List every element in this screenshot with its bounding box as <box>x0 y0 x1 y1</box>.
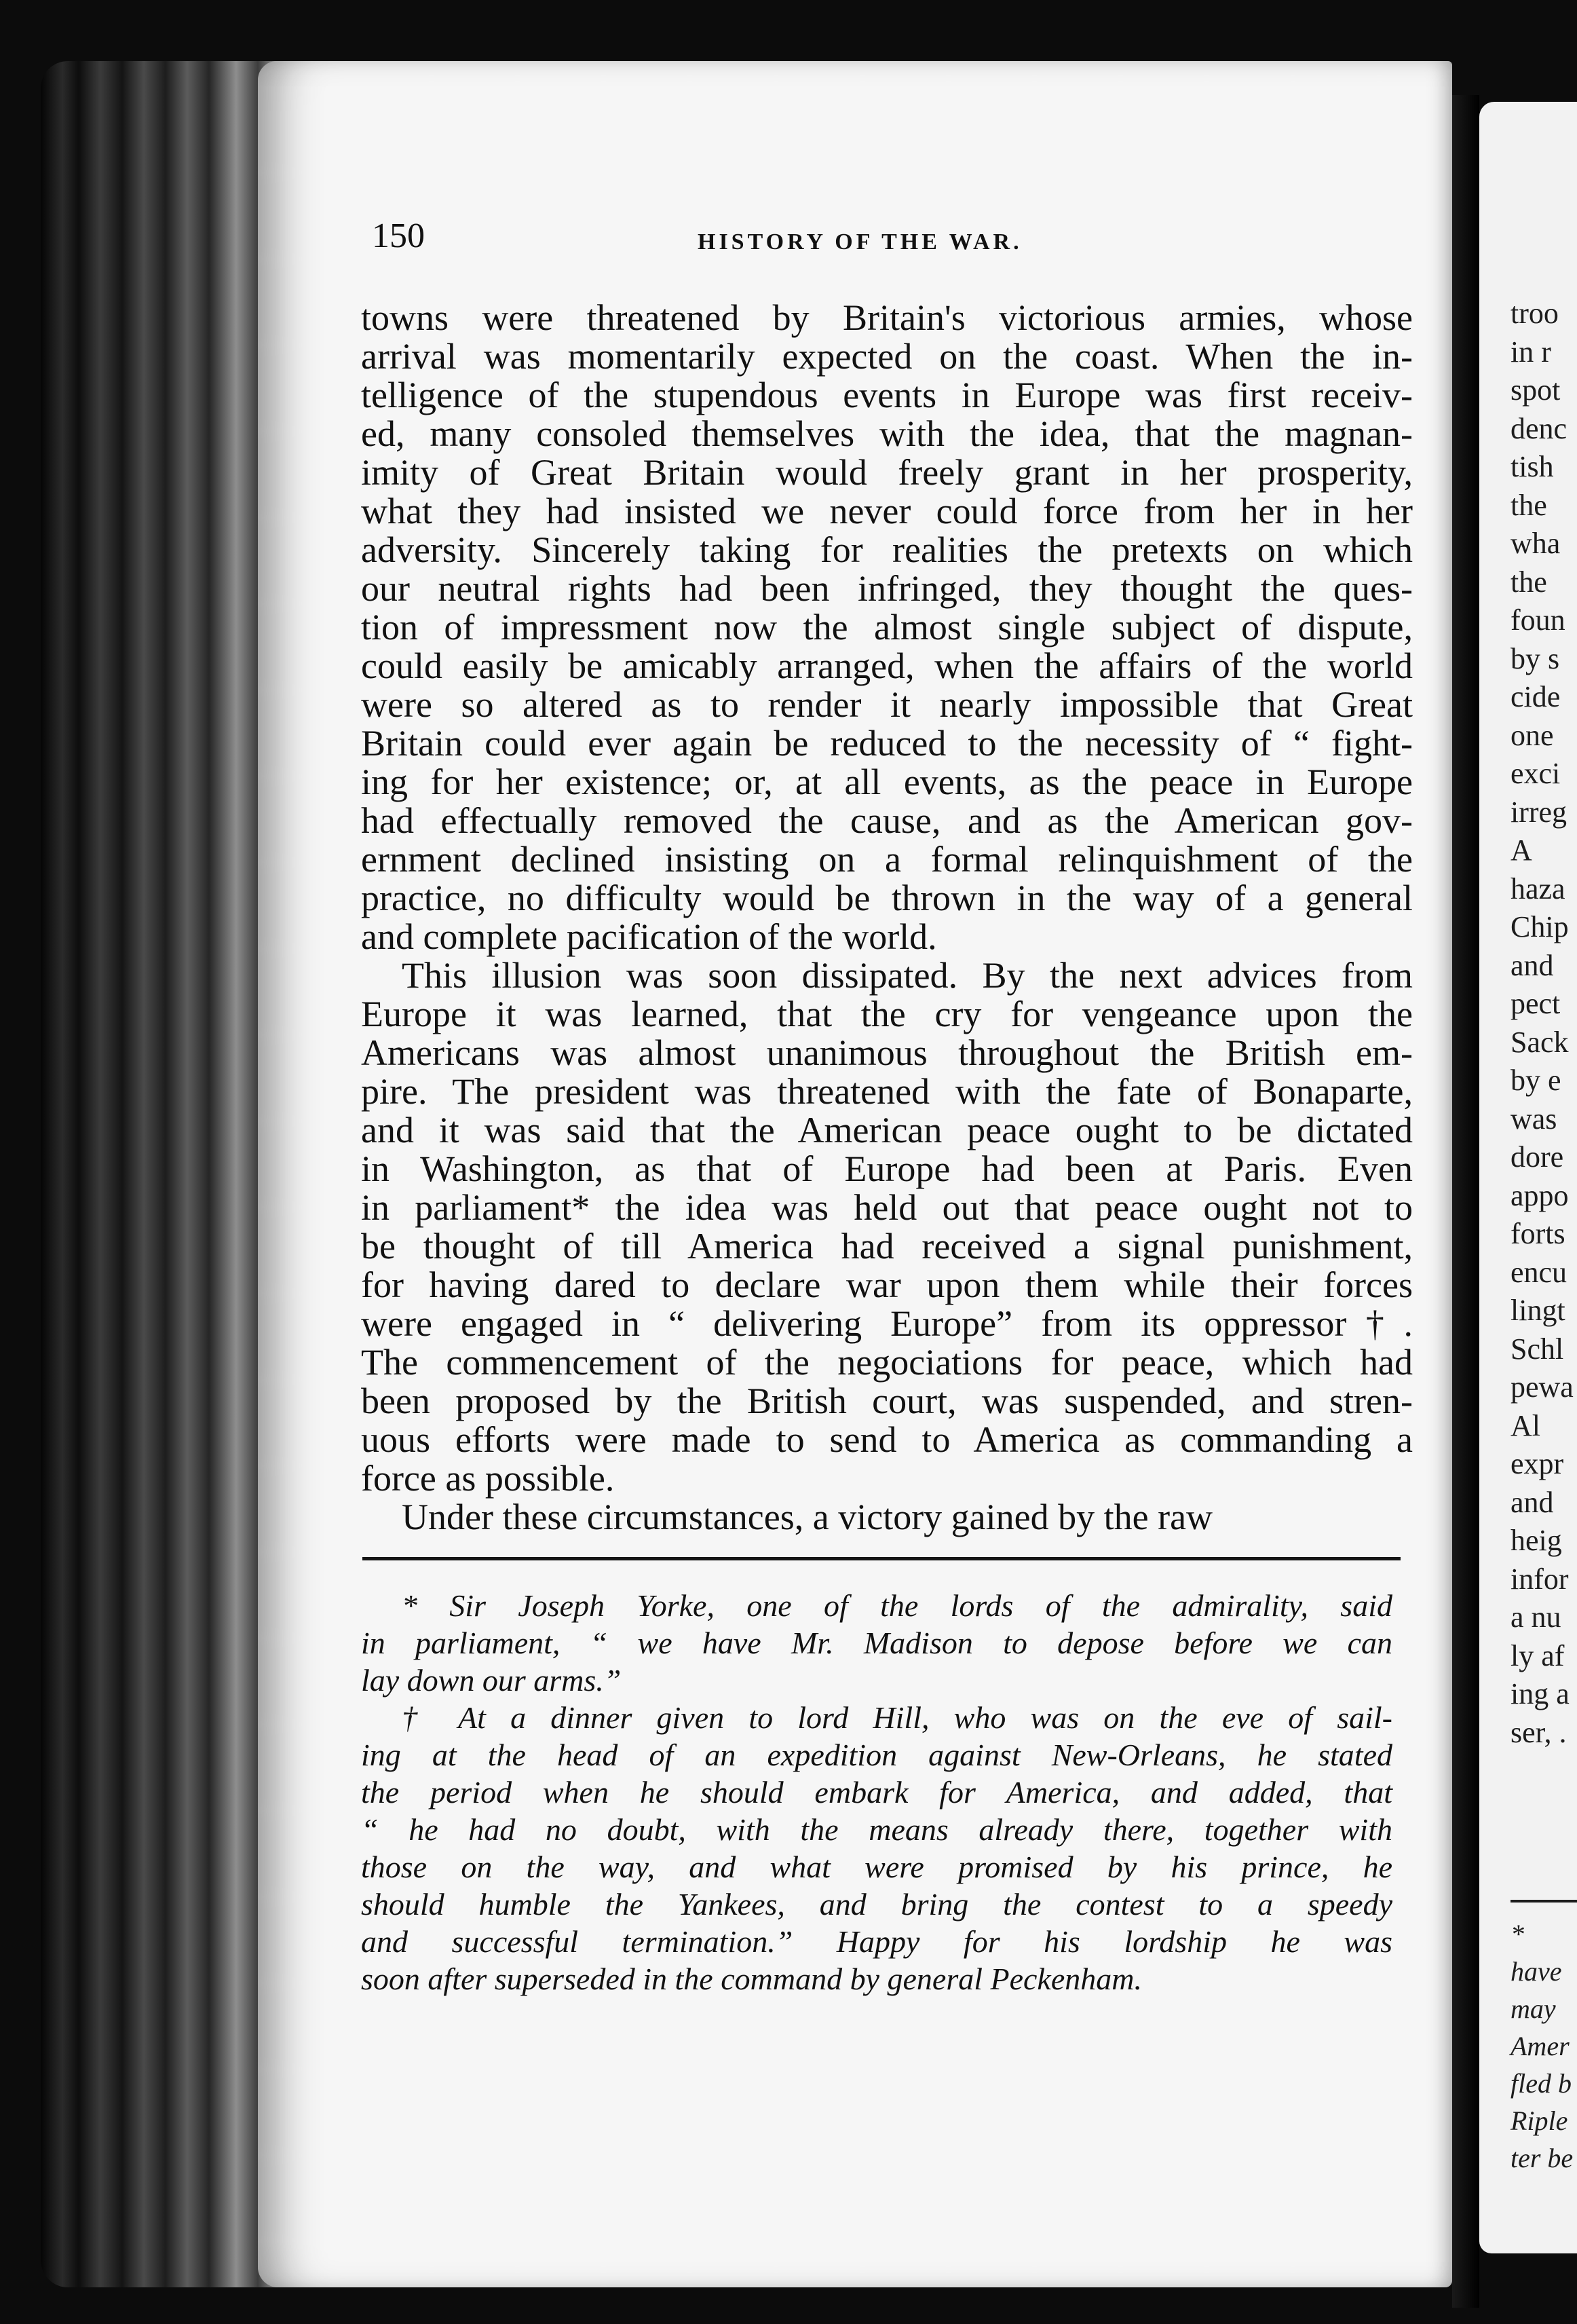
facing-page-line: A <box>1510 833 1532 867</box>
book-gutter <box>1452 95 1479 2308</box>
body-line: towns were threatened by Britain's victorious armies, whose <box>361 297 1413 338</box>
facing-page-line: exci <box>1510 757 1561 790</box>
facing-page-line: one <box>1510 718 1554 752</box>
body-line: force as possible. <box>361 1458 615 1499</box>
body-line: what they had insisted we never could force from her in her <box>361 491 1413 531</box>
body-line: be thought of till America had received a signal punishment, <box>361 1226 1413 1267</box>
facing-page-line: a nu <box>1510 1600 1561 1634</box>
facing-page-line: ly af <box>1510 1638 1565 1672</box>
facing-page-line: in r <box>1510 335 1551 369</box>
running-head: HISTORY OF THE WAR. <box>698 229 1023 255</box>
body-line: telligence of the stupendous events in Europe was first receiv- <box>361 375 1413 415</box>
body-line: pire. The president was threatened with the fate of Bonaparte, <box>361 1071 1413 1112</box>
facing-page-line: irreg <box>1510 795 1568 829</box>
body-line: Americans was almost unanimous throughout the British em- <box>361 1032 1413 1073</box>
body-line: Britain could ever again be reduced to the necessity of “ fight- <box>361 723 1413 764</box>
facing-page-line: heig <box>1510 1524 1562 1557</box>
body-line: were engaged in “ delivering Europe” from its oppressor†. <box>361 1303 1413 1344</box>
body-line: tion of impressment now the almost single subject of dispute, <box>361 607 1413 648</box>
body-line: Europe it was learned, that the cry for vengeance upon the <box>361 994 1413 1034</box>
body-line: and complete pacification of the world. <box>361 916 937 957</box>
body-line: The commencement of the negociations for peace, which had <box>361 1342 1413 1383</box>
facing-page-line: haza <box>1510 872 1565 905</box>
body-line: in parliament* the idea was held out that peace ought not to <box>361 1187 1413 1228</box>
footnote-line: those on the way, and what were promised by his prince, he <box>361 1850 1392 1884</box>
facing-page-line: Schl <box>1510 1332 1564 1366</box>
body-line: This illusion was soon dissipated. By the next advices from <box>402 955 1413 996</box>
body-line: adversity. Sincerely taking for realities the pretexts on which <box>361 529 1413 570</box>
body-line: were so altered as to render it nearly impossible that Great <box>361 684 1413 725</box>
facing-page-line: Al <box>1510 1408 1540 1442</box>
footnote-line: lay down our arms.” <box>361 1663 622 1698</box>
footnotes <box>361 1587 1392 1998</box>
facing-page-line: foun <box>1510 603 1565 637</box>
page-header <box>372 210 1410 265</box>
facing-page-footnote-line: fled b <box>1510 2068 1572 2099</box>
facing-page-line: the <box>1510 565 1547 599</box>
facing-page-rule <box>1510 1900 1577 1903</box>
body-line: imity of Great Britain would freely grant in her prosperity, <box>361 452 1413 493</box>
body-line: arrival was momentarily expected on the coast. When the in- <box>361 336 1413 377</box>
facing-page-line: dore <box>1510 1140 1564 1174</box>
facing-page-line: encu <box>1510 1255 1568 1289</box>
footnote-line: should humble the Yankees, and bring the contest to a speedy <box>361 1887 1392 1922</box>
facing-page-line: pect <box>1510 987 1561 1020</box>
facing-page-line: and <box>1510 1485 1554 1519</box>
facing-page-line: infor <box>1510 1562 1569 1596</box>
body-line: our neutral rights had been infringed, they thought the ques- <box>361 568 1413 609</box>
body-line: ernment declined insisting on a formal relinquishment of the <box>361 839 1413 880</box>
body-line: in Washington, as that of Europe had been at Paris. Even <box>361 1148 1413 1189</box>
facing-page-footnote-line: Amer <box>1510 2031 1570 2061</box>
body-text <box>361 299 1413 1537</box>
body-line: could easily be amicably arranged, when the affairs of the world <box>361 645 1413 686</box>
footnote-line: and successful termination.” Happy for his lordship he was <box>361 1924 1392 1959</box>
facing-page-line: ser, . <box>1510 1715 1567 1749</box>
facing-page-line: by e <box>1510 1064 1561 1097</box>
footnote-line: ing at the head of an expedition against New-Orleans, he stated <box>361 1738 1392 1772</box>
facing-page-footnote-line: Riple <box>1510 2105 1568 2136</box>
facing-page-footnote-line: ter be <box>1510 2143 1574 2173</box>
body-line: and it was said that the American peace ought to be dictated <box>361 1110 1413 1150</box>
facing-page-line: denc <box>1510 411 1568 445</box>
footnote-rule <box>362 1557 1401 1560</box>
facing-page-line: appo <box>1510 1178 1569 1212</box>
facing-page-line: cide <box>1510 680 1561 713</box>
facing-page-line: wha <box>1510 527 1561 560</box>
body-line: Under these circumstances, a victory gained by the raw <box>402 1497 1213 1537</box>
facing-page-line: lingt <box>1510 1294 1565 1327</box>
facing-page-line: spot <box>1510 373 1561 407</box>
facing-page-line: troo <box>1510 297 1559 330</box>
body-line: had effectually removed the cause, and as the American gov- <box>361 800 1413 841</box>
footnote-line: † At a dinner given to lord Hill, who was on the eve of sail- <box>402 1700 1392 1735</box>
page-number: 150 <box>372 217 425 255</box>
footnote-line: “ he had no doubt, with the means already there, together with <box>361 1812 1392 1847</box>
facing-page-line: the <box>1510 488 1547 522</box>
body-line: for having dared to declare war upon them while their forces <box>361 1264 1413 1305</box>
facing-page-footnote-line: have <box>1510 1956 1562 1987</box>
footnote-line: soon after superseded in the command by general Peckenham. <box>361 1962 1142 1996</box>
facing-page-footnote-line: * <box>1510 1919 1524 1949</box>
facing-page-line: pewa <box>1510 1370 1574 1404</box>
facing-page-footnote-line: may <box>1510 1993 1556 2024</box>
body-line: ed, many consoled themselves with the idea, that the magnan- <box>361 413 1413 454</box>
facing-page-line: Sack <box>1510 1025 1569 1059</box>
facing-page-line: tish <box>1510 450 1554 483</box>
facing-page-line: by s <box>1510 641 1560 675</box>
facing-page-line: and <box>1510 948 1554 982</box>
footnote-line: * Sir Joseph Yorke, one of the lords of the admirality, said <box>402 1588 1392 1623</box>
facing-page-line: ing a <box>1510 1677 1570 1710</box>
body-line: uous efforts were made to send to America as commanding a <box>361 1419 1413 1460</box>
facing-page-line: Chip <box>1510 910 1569 943</box>
body-line: practice, no difficulty would be thrown in the way of a general <box>361 878 1413 918</box>
footnote-line: the period when he should embark for America, and added, that <box>361 1775 1392 1810</box>
footnote-line: in parliament, “ we have Mr. Madison to depose before we can <box>361 1626 1392 1660</box>
body-line: been proposed by the British court, was suspended, and stren- <box>361 1381 1413 1421</box>
body-line: ing for her existence; or, at all events, as the peace in Europe <box>361 762 1413 802</box>
facing-page-line: forts <box>1510 1217 1565 1250</box>
facing-page-line: expr <box>1510 1447 1564 1480</box>
facing-page-line: was <box>1510 1102 1557 1136</box>
facing-page <box>1479 102 1577 2253</box>
